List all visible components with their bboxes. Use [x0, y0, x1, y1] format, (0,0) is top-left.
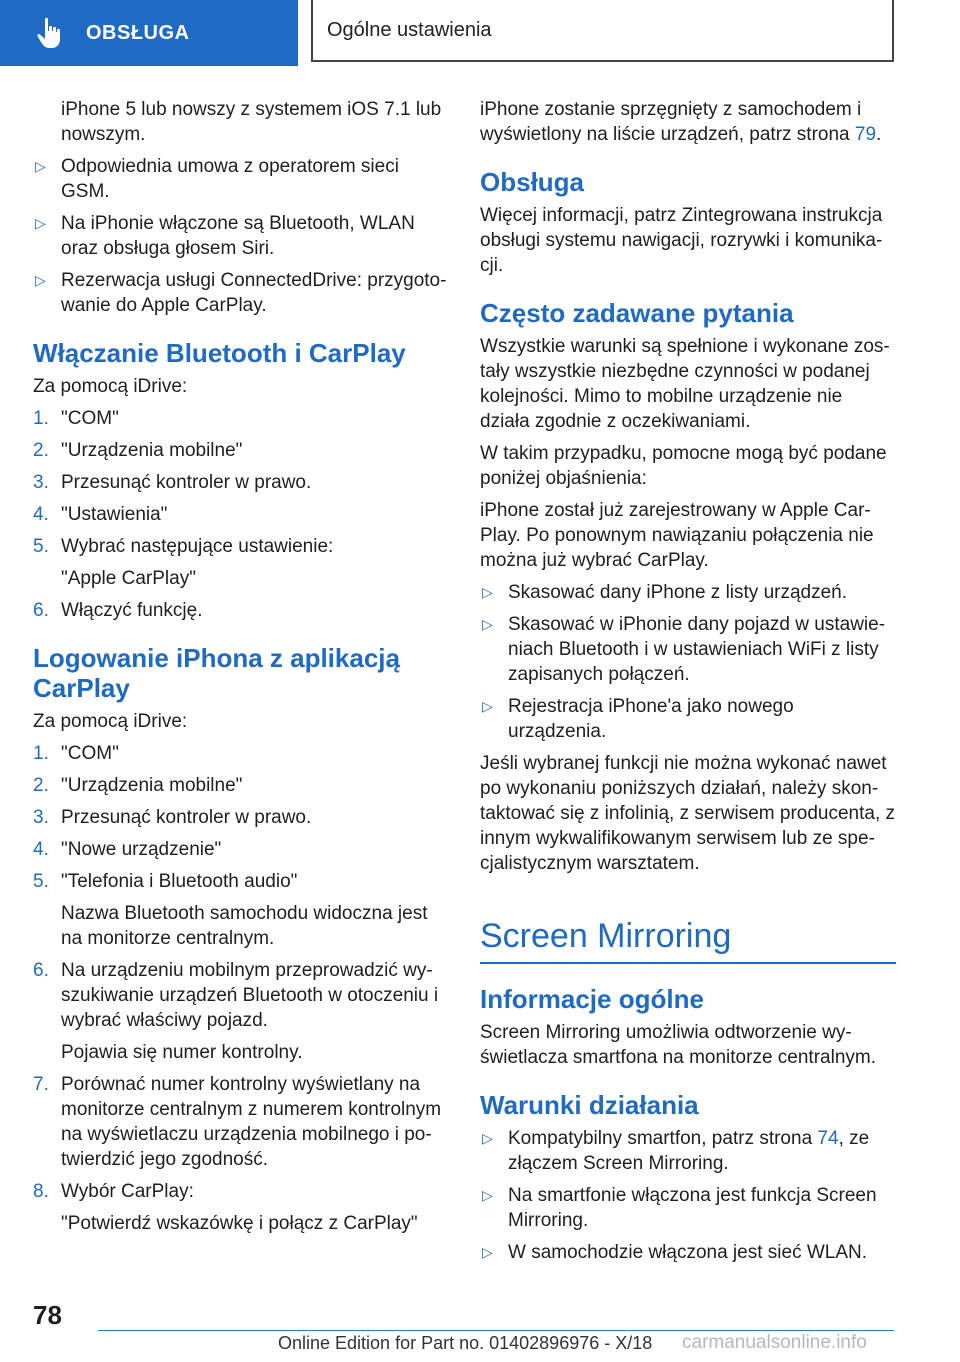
- triangle-bullet-icon: ▷: [482, 698, 493, 714]
- step-note: "Apple CarPlay": [61, 568, 196, 589]
- triangle-bullet-icon: ▷: [482, 584, 493, 600]
- step-text: "Urządzenia mobilne": [61, 440, 243, 461]
- faq-item-text: Skasować w iPhonie dany pojazd w ustawie-niach Bluetooth i w ustawieniach WiFi z listy zapisanych połączeń.: [508, 614, 886, 685]
- requirement-text: Rezerwacja usługi ConnectedDrive: przygoto-wanie do Apple CarPlay.: [61, 270, 447, 316]
- step-item: [33, 1179, 447, 1204]
- section-tab: [0, 0, 298, 66]
- requirement-continuation: iPhone 5 lub nowszy z systemem iOS 7.1 lub nowszym.: [61, 99, 442, 145]
- step-text: "Urządzenia mobilne": [61, 775, 243, 796]
- step-item: [33, 502, 447, 527]
- step-item: [33, 470, 447, 495]
- step-number: 2.: [33, 440, 49, 461]
- section-intro: Za pomocą iDrive:: [33, 711, 188, 732]
- step-number: 4.: [33, 839, 49, 860]
- requirement-text: Odpowiednia umowa z operatorem sieci GSM.: [61, 156, 399, 202]
- step-text: Przesunąć kontroler w prawo.: [61, 807, 312, 828]
- triangle-bullet-icon: ▷: [482, 1244, 493, 1260]
- step-text: "COM": [61, 408, 119, 429]
- triangle-bullet-icon: ▷: [35, 272, 46, 288]
- condition-item: [480, 1126, 896, 1176]
- condition-text: Kompatybilny smartfon, patrz strona: [508, 1128, 818, 1149]
- condition-text: Na smartfonie włączona jest funkcja Screen Mirroring.: [508, 1185, 877, 1231]
- step-number: 6.: [33, 960, 49, 981]
- step-text: "Nowe urządzenie": [61, 839, 222, 860]
- step-note: "Potwierdź wskazówkę i połącz z CarPlay": [61, 1213, 418, 1234]
- requirement-item: [33, 211, 447, 261]
- step-item: [33, 406, 447, 431]
- section-tab-label: OBSŁUGA: [86, 21, 190, 44]
- step-number: 5.: [33, 536, 49, 557]
- faq-item-text: Rejestracja iPhone'a jako nowego urządzenia.: [508, 696, 794, 742]
- section-heading-logging-iphone: Logowanie iPhona z aplikacją CarPlay: [33, 643, 400, 703]
- condition-text-end: , ze złączem Screen Mirroring.: [508, 1128, 870, 1174]
- step-item: [33, 773, 447, 798]
- page-number: 78: [33, 1300, 62, 1330]
- triangle-bullet-icon: ▷: [482, 1187, 493, 1203]
- faq-item: [480, 694, 896, 744]
- condition-item: [480, 1183, 896, 1233]
- step-text: Włączyć funkcję.: [61, 600, 203, 621]
- step-item: [33, 869, 447, 894]
- requirement-item: [33, 154, 447, 204]
- step-item: [33, 805, 447, 830]
- step-number: 4.: [33, 504, 49, 525]
- step-text: "Telefonia i Bluetooth audio": [61, 871, 298, 892]
- step-text: Porównać numer kontrolny wyświetlany na monitorze centralnym z numerem kontrolnym na wyświetlaczu urządzenia mobilnego i po-twierdzić jego zgodność.: [61, 1074, 442, 1170]
- step-number: 3.: [33, 807, 49, 828]
- step-number: 3.: [33, 472, 49, 493]
- hand-pointer-icon: [36, 16, 66, 50]
- step-item: [33, 534, 447, 559]
- section-heading-obsluga: Obsługa: [480, 167, 585, 197]
- triangle-bullet-icon: ▷: [35, 158, 46, 174]
- faq-paragraph: iPhone został już zarejestrowany w Apple Car-Play. Po ponownym nawiązaniu połączenia nie można już wybrać CarPlay.: [480, 500, 874, 571]
- faq-paragraph: Jeśli wybranej funkcji nie można wykonać nawet po wykonaniu poniższych działań, należy skon-taktować się z infolinią, z serwisem producenta, z innym wykwalifikowanym serwisem lub ze spe-cjalistycznym warsztatem.: [480, 753, 896, 874]
- chapter-heading-screen-mirroring: Screen Mirroring: [480, 916, 896, 964]
- triangle-bullet-icon: ▷: [482, 616, 493, 632]
- step-item: [33, 837, 447, 862]
- general-info-text: Screen Mirroring umożliwia odtworzenie wy-świetlacza smartfona na monitorze centralnym.: [480, 1022, 876, 1068]
- section-intro: Za pomocą iDrive:: [33, 376, 188, 397]
- right-column: [480, 97, 896, 1272]
- section-heading-conditions: Warunki działania: [480, 1090, 699, 1120]
- step-text: "COM": [61, 743, 119, 764]
- faq-paragraph: Wszystkie warunki są spełnione i wykonane zos-tały wszystkie niezbędne czynności w podanej kolejności. Mimo to mobilne urządzenie nie działa zgodnie z oczekiwaniami.: [480, 336, 890, 432]
- condition-item: [480, 1240, 896, 1265]
- step-item: [33, 958, 447, 1033]
- step-text: "Ustawienia": [61, 504, 168, 525]
- step-number: 8.: [33, 1181, 49, 1202]
- requirement-item: [33, 268, 447, 318]
- faq-paragraph: W takim przypadku, pomocne mogą być podane poniżej objaśnienia:: [480, 443, 887, 489]
- step-text: Wybór CarPlay:: [61, 1181, 194, 1202]
- step-item: [33, 1072, 447, 1172]
- pairing-text-end: .: [876, 124, 882, 145]
- section-heading-bluetooth-carplay: Włączanie Bluetooth i CarPlay: [33, 338, 406, 368]
- pairing-result-text: [480, 97, 896, 147]
- step-number: 6.: [33, 600, 49, 621]
- faq-item: [480, 612, 896, 687]
- page-link-74[interactable]: 74: [817, 1128, 839, 1149]
- triangle-bullet-icon: ▷: [482, 1130, 493, 1146]
- step-number: 5.: [33, 871, 49, 892]
- step-number: 1.: [33, 743, 49, 764]
- page-header: [0, 0, 960, 66]
- step-text: Na urządzeniu mobilnym przeprowadzić wy-szukiwanie urządzeń Bluetooth w otoczeniu i wybrać właściwy pojazd.: [61, 960, 439, 1031]
- faq-item: [480, 580, 896, 605]
- step-item: [33, 741, 447, 766]
- obsluga-text: Więcej informacji, patrz Zintegrowana instrukcja obsługi systemu nawigacji, rozrywki i komunika-cji.: [480, 205, 883, 276]
- pairing-text: iPhone zostanie sprzęgnięty z samochodem i wyświetlony na liście urządzeń, patrz strona: [480, 99, 862, 145]
- step-text: Przesunąć kontroler w prawo.: [61, 472, 312, 493]
- requirement-text: Na iPhonie włączone są Bluetooth, WLAN oraz obsługa głosem Siri.: [61, 213, 415, 259]
- step-item: [33, 598, 447, 623]
- watermark: carmanualsonline.info: [682, 1332, 867, 1353]
- step-number: 2.: [33, 775, 49, 796]
- section-heading-general-info: Informacje ogólne: [480, 984, 704, 1014]
- edition-text: Online Edition for Part no. 01402896976 - X/18: [278, 1333, 653, 1353]
- step-text: Wybrać następujące ustawienie:: [61, 536, 334, 557]
- left-column: [33, 97, 447, 1243]
- step-note: Nazwa Bluetooth samochodu widoczna jest na monitorze centralnym.: [61, 903, 428, 949]
- condition-text: W samochodzie włączona jest sieć WLAN.: [508, 1242, 868, 1263]
- faq-item-text: Skasować dany iPhone z listy urządzeń.: [508, 582, 848, 603]
- chapter-title: Ogólne ustawienia: [311, 0, 894, 62]
- step-note: Pojawia się numer kontrolny.: [61, 1042, 303, 1063]
- step-number: 7.: [33, 1074, 49, 1095]
- section-heading-faq: Często zadawane pytania: [480, 298, 794, 328]
- triangle-bullet-icon: ▷: [35, 215, 46, 231]
- step-number: 1.: [33, 408, 49, 429]
- page-link-79[interactable]: 79: [854, 124, 877, 145]
- footer-divider: [98, 1330, 894, 1331]
- step-item: [33, 438, 447, 463]
